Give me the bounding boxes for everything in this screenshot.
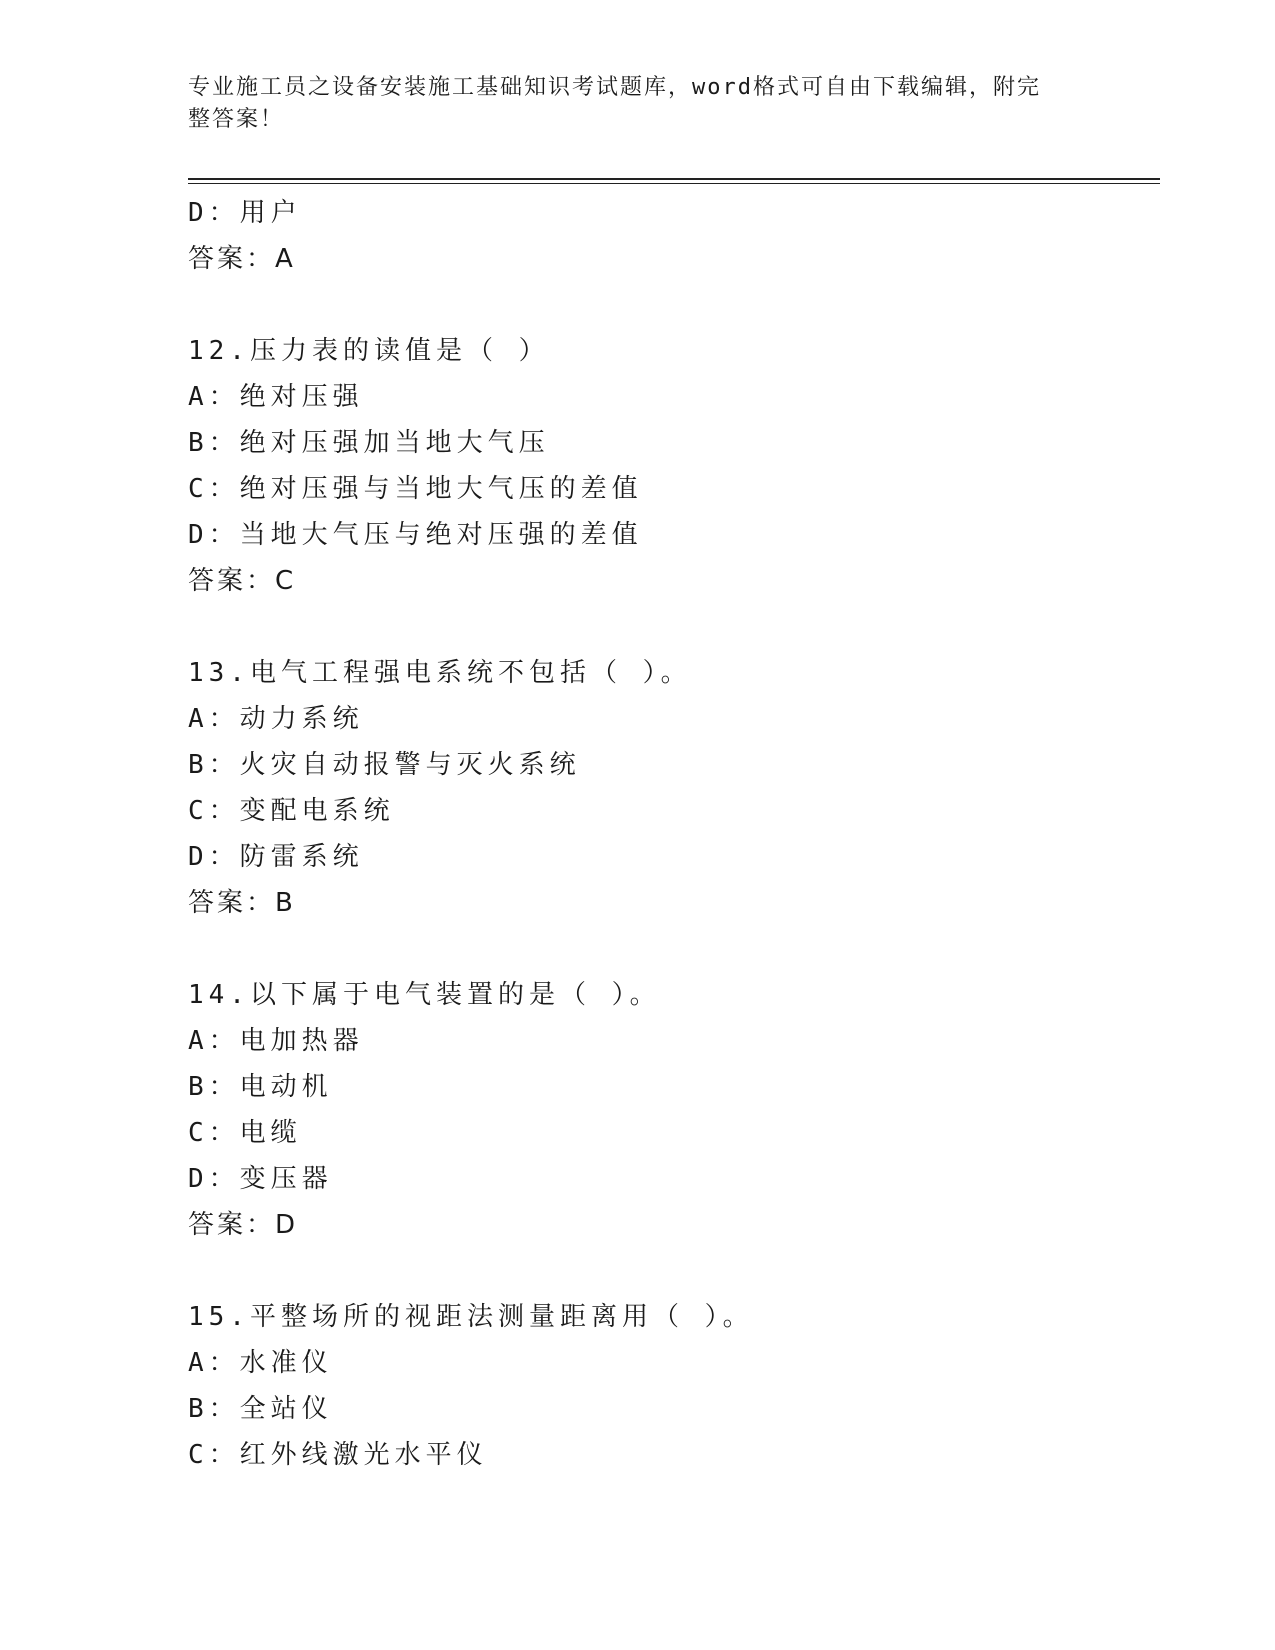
option-b: B：全站仪 [188,1394,333,1424]
question-stem: 12.压力表的读值是（ ） [188,336,550,366]
question-stem: 14.以下属于电气装置的是（ ）。 [188,980,661,1010]
header-line-1: 专业施工员之设备安装施工基础知识考试题库，word格式可自由下载编辑，附完 [188,75,1041,100]
option-d: D：变压器 [188,1164,333,1194]
option-a: A：绝对压强 [188,382,364,412]
option-b: B：火灾自动报警与灭火系统 [188,750,581,780]
document-header [188,72,1068,136]
prev-answer: 答案：A [188,244,296,274]
option-d: D：防雷系统 [188,842,364,872]
answer: 答案：B [188,888,296,918]
option-c: C：电缆 [188,1118,302,1148]
spacer [188,1248,1148,1294]
option-a: A：电加热器 [188,1026,364,1056]
spacer [188,926,1148,972]
question-13 [188,650,1148,926]
question-stem: 15.平整场所的视距法测量距离用（ ）。 [188,1302,754,1332]
question-15 [188,1294,1148,1478]
option-d: D：当地大气压与绝对压强的差值 [188,520,643,550]
spacer [188,282,1148,328]
option-a: A：动力系统 [188,704,364,734]
option-a: A：水准仪 [188,1348,333,1378]
option-c: C：红外线激光水平仪 [188,1440,488,1470]
header-rule-thin [188,183,1160,184]
option-c: C：变配电系统 [188,796,395,826]
header-line-2: 整答案！ [188,107,285,132]
question-stem: 13.电气工程强电系统不包括（ ）。 [188,658,692,688]
spacer [188,604,1148,650]
question-12 [188,328,1148,604]
option-c: C：绝对压强与当地大气压的差值 [188,474,643,504]
option-b: B：绝对压强加当地大气压 [188,428,550,458]
question-14 [188,972,1148,1248]
answer: 答案：D [188,1210,299,1240]
header-rule-thick [188,178,1160,180]
prev-option-d: D：用户 [188,198,302,228]
question-list [188,190,1148,1478]
option-b: B：电动机 [188,1072,333,1102]
answer: 答案：C [188,566,297,596]
